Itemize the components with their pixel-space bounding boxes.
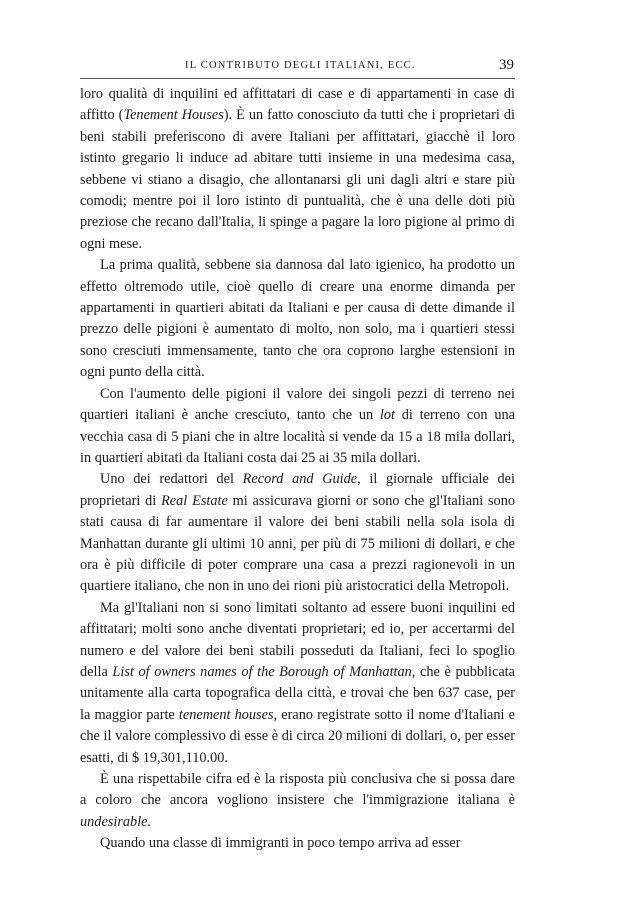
paragraph (80, 255, 515, 383)
page-header (80, 58, 514, 76)
italic-term: Record and Guide, (242, 471, 361, 488)
italic-term: List of owners names of the Borough of Manhattan, (112, 663, 416, 680)
text-run: Uno dei redattori del (100, 471, 243, 488)
paragraph (80, 384, 515, 470)
text-run: La prima qualità, sebbene sia dannosa dal lato igienico, ha prodotto un effetto oltremodo utile, cioè quello di creare una enorme dimanda per appartamenti in quartieri abitati da Italiani e per causa di dette dimande il prezzo delle pigioni è aumentato di molto, non solo, ma i quartieri stessi sono cresciuti immensamente, tanto che ora coprono larghe estensioni in ogni punto della città. (80, 257, 515, 381)
text-run: Con l'aumento delle pigioni il valore dei singoli pezzi di terreno nei quartieri italiani è anche cresciuto, tanto che un (80, 385, 515, 424)
italic-term: undesirable. (80, 813, 152, 830)
text-run: ). È un fatto conosciuto da tutti che i proprietari di beni stabili preferiscono di avere Italiani per affittatari, giacchè il loro istinto gregario li induce ad abitare tutti insieme in una medesima casa, sebbene vi stiano a disagio, che allontanarsi gli uni dagli altri e stare più comodi; mentre poi il loro istinto di puntualità, che è una delle doti più preziose che recano dall'Italia, li spinge a pagare la loro pigione al primo di ogni mese. (80, 107, 515, 252)
italic-term: Real Estate (161, 492, 228, 509)
text-run: mi assicurava giorni or sono che gl'Italiani sono stati causa di far aumentare il valore dei beni stabili nella sola isola di Manhattan durante gli ultimi 10 anni, per più di 75 milioni di dollari, e che ora è più difficile di poter comprare una casa a prezzi ragionevoli in un quartiere italiano, che non in uno dei rioni più aristocratici della Metropoli. (80, 492, 515, 595)
running-title: IL CONTRIBUTO DEGLI ITALIANI, ECC. (185, 60, 416, 71)
paragraph (80, 84, 515, 255)
text-run: Quando una classe di immigranti in poco tempo arriva ad esser (100, 835, 461, 852)
body-text (80, 84, 515, 855)
text-run: Ma gl'Italiani non si sono limitati soltanto ad essere buoni inquilini ed affittatari; molti sono anche diventati proprietari; ed io, per accertarmi del numero e del valore dei beni stabili posseduti da Italiani, feci lo spoglio della (80, 599, 515, 680)
paragraph (80, 469, 515, 597)
text-run: il giornale ufficiale dei proprietari di (80, 471, 515, 509)
paragraph (80, 833, 515, 854)
header-rule (80, 78, 515, 79)
paragraph (80, 598, 515, 769)
italic-term: tenement houses, (178, 706, 278, 723)
paragraph (80, 769, 515, 833)
text-run: che è pubblicata unitamente alla carta topografica della città, e trovai che ben 637 case, per la maggior parte (80, 663, 516, 723)
italic-term: Tenement Houses (123, 107, 224, 124)
italic-term: lot (379, 407, 395, 424)
text-run: di terreno con una vecchia casa di 5 piani che in altre località si vende da 15 a 18 mila dollari, in quartieri abitati da Italiani costa dai 25 ai 35 mila dollari. (80, 407, 515, 466)
text-run: erano registrate sotto il nome d'Italiani e che il valore complessivo di esse è di circa 20 milioni di dollari, o, per esser esatti, di $ 19,301,110.00. (80, 706, 515, 766)
page-number: 39 (499, 57, 514, 73)
text-run: loro qualità di inquilini ed affittatari di case e di appartamenti in case di affitto ( (80, 86, 515, 124)
text-run: È una rispettabile cifra ed è la risposta più conclusiva che si possa dare a coloro che ancora vogliono insistere che l'immigrazione italiana è (80, 771, 515, 809)
